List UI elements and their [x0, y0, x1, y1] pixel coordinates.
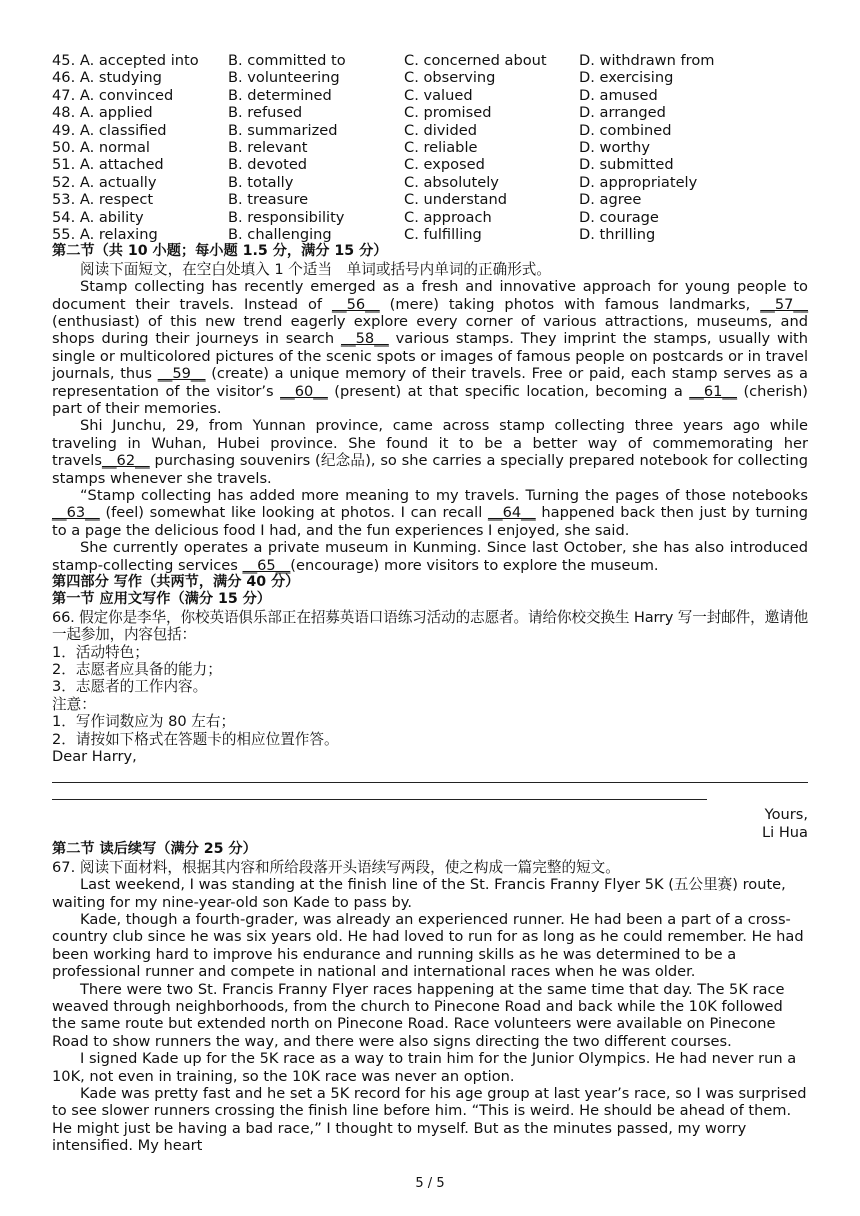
part-heading: 第四部分 写作（共两节，满分 40 分）	[52, 574, 300, 591]
note-label: 注意：	[52, 695, 96, 713]
paragraph: She currently operates a private museum in Kunming. Since last October, she has also introduced stamp-collecting services __65__(encourage) more visitors to explore the museum.	[52, 539, 808, 574]
option-row: 53. A. respect B. treasure C. understand D. agree	[52, 191, 642, 209]
paragraph: “Stamp collecting has added more meaning to my travels. Turning the pages of those notebooks __63__ (feel) somewhat like looking at photos. I can recall __64__ happened back then just by turning to a page the delicious food I had, and the fun experiences I enjoyed, she said.	[52, 486, 808, 539]
paragraph: There were two St. Francis Franny Flyer races happening at the same time that day. The 5K race weaved through neighborhoods, from the church to Pinecone Road and back while the 10K followed the same route but extended north on Pinecone Road. Race volunteers were available on Pinecone Road to show runners the way, and there were also signs directing the two different courses.	[52, 980, 785, 1050]
note-item: 1．写作词数应为 80 左右；	[52, 713, 236, 731]
salutation: Dear Harry,	[52, 748, 137, 766]
signature: Li Hua	[762, 823, 808, 841]
option-row: 47. A. convinced B. determined C. valued D. amused	[52, 86, 658, 104]
note-item: 2．请按如下格式在答题卡的相应位置作答。	[52, 730, 339, 748]
paragraph: Kade, though a fourth-grader, was already an experienced runner. He had been a part of a cross-country club since he was six years old. He had loved to run for as long as he could remember. He had been working hard to improve his endurance and running skills as he was determined to be a professional runner and compete in national and international races when he was older.	[52, 910, 804, 981]
question-66: 66. 假定你是李华，你校英语俱乐部正在招募英语口语练习活动的志愿者。请给你校交换生 Harry 写一封邮件，邀请他一起参加，内容包括：	[52, 608, 808, 644]
blank: __57__	[760, 295, 808, 313]
blank: __65__	[242, 556, 291, 574]
paragraph: Last weekend, I was standing at the finish line of the St. Francis Franny Flyer 5K (五公里赛) route, waiting for my nine-year-old son Kade to pass by.	[52, 876, 786, 911]
question-67: 67. 阅读下面材料，根据其内容和所给段落开头语续写两段，使之构成一篇完整的短文。	[52, 858, 620, 876]
page-number: 5 / 5	[415, 1176, 445, 1191]
requirement-item: 2．志愿者应具备的能力；	[52, 661, 222, 679]
option-row: 54. A. ability B. responsibility C. approach D. courage	[52, 208, 659, 226]
section-heading: 第二节（共 10 小题；每小题 1.5 分，满分 15 分）	[52, 243, 388, 260]
options-table	[52, 52, 808, 243]
paragraph: Shi Junchu, 29, from Yunnan province, came across stamp collecting three years ago while traveling in Wuhan, Hubei province. She found it to be a better way of commemorating her travels__62__ purchasing souvenirs (纪念品), so she carries a specially prepared notebook for collecting stamps whenever she travels.	[52, 417, 808, 487]
option-row: 55. A. relaxing B. challenging C. fulfilling D. thrilling	[52, 225, 656, 243]
option-row: 52. A. actually B. totally C. absolutely D. appropriately	[52, 173, 698, 191]
closing: Yours,	[764, 806, 808, 824]
blank: __64__	[487, 504, 536, 522]
option-row: 49. A. classified B. summarized C. divided D. combined	[52, 121, 672, 139]
blank: __60__	[280, 382, 328, 400]
blank: __56__	[331, 295, 380, 313]
exam-page	[52, 52, 808, 1155]
paragraph: Kade was pretty fast and he set a 5K record for his age group at last year’s race, so I was surprised to see slower runners crossing the finish line before him. “This is weird. He should be ahead of them. He might just be having a bad race,” I thought to myself. But as the minutes passed, my worry intensified. My heart	[52, 1084, 807, 1155]
option-row: 51. A. attached B. devoted C. exposed D. submitted	[52, 156, 674, 174]
section-heading: 第一节 应用文写作（满分 15 分）	[52, 591, 271, 608]
option-row: 45. A. accepted into B. committed to C. concerned about D. withdrawn from	[52, 52, 715, 69]
requirement-item: 1．活动特色；	[52, 643, 149, 661]
option-row: 50. A. normal B. relevant C. reliable D. worthy	[52, 138, 650, 156]
blank: __62__	[101, 452, 150, 470]
blank: __63__	[52, 504, 100, 522]
paragraph: I signed Kade up for the 5K race as a way to train him for the Junior Olympics. He had never run a 10K, not even in training, so the 10K race was never an option.	[52, 1050, 797, 1085]
blank: __61__	[689, 382, 737, 400]
option-row: 46. A. studying B. volunteering C. observing D. exercising	[52, 69, 674, 87]
requirement-item: 3．志愿者的工作内容。	[52, 678, 208, 696]
section-heading: 第二节 读后续写（满分 25 分）	[52, 841, 257, 858]
blank: __58__	[341, 330, 389, 348]
option-row: 48. A. applied B. refused C. promised D. arranged	[52, 104, 666, 122]
blank: __59__	[157, 365, 206, 383]
instruction: 阅读下面短文，在空白处填入 1 个适当 单词或括号内单词的正确形式。	[80, 260, 551, 278]
paragraph: Stamp collecting has recently emerged as a fresh and innovative approach for young people to document their travels. Instead of __56__ (mere) taking photos with famous landmarks, __57__ (enthusiast) of this new trend eagerly explore every corner of various attractions, museums, and shops during their journeys in search __58__ various stamps. They imprint the stamps, usually with single or multicolored pictures of the scenic spots or images of famous people on postcards or in travel journals, thus __59__ (create) a unique memory of their travels. Free or paid, each stamp serves as a representation of the visitor’s __60__ (present) at that specific location, becoming a __61__ (cherish) part of their memories.	[52, 278, 808, 417]
